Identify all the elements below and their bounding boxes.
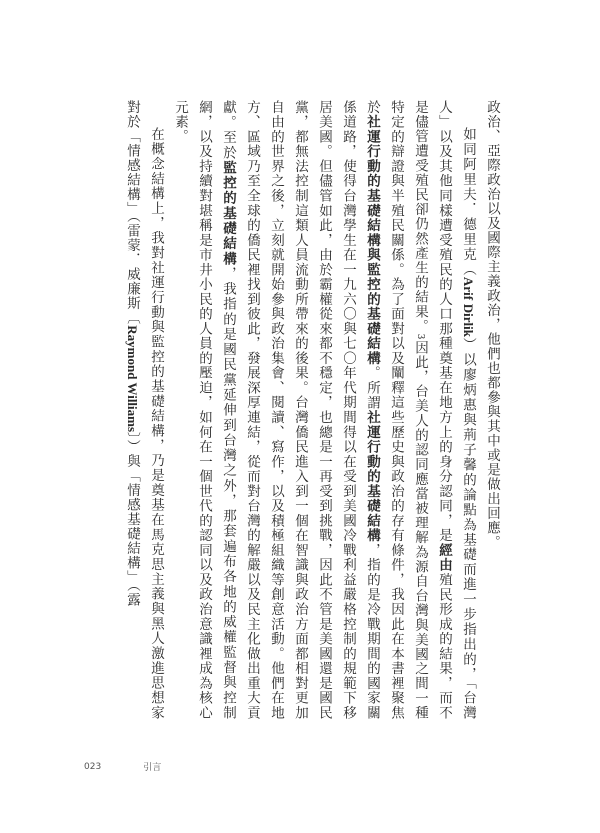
emphasis-term: 經由 bbox=[436, 543, 452, 573]
emphasis-term: 社運行動的基礎結構 bbox=[364, 410, 380, 544]
latin-name: Raymond Williams bbox=[125, 325, 140, 433]
emphasis-term: 社運行動的基礎結構與監控的基礎結構 bbox=[364, 114, 380, 366]
emphasis-term: 監控的基礎結構 bbox=[220, 160, 236, 267]
text-run: ）以廖炳惠與荊子馨的論點為基礎而進一步指出的，「台灣人」以及其他同樣遭受殖民的人口那種奠基在地方上的身分認同，是 bbox=[436, 100, 476, 721]
text-run: 政治、亞際政治以及國際主義政治，他們也都參與其中或是做出回應。 bbox=[484, 100, 500, 550]
latin-name: Arif Dirlik bbox=[461, 276, 476, 337]
section-title: 引言 bbox=[143, 763, 162, 773]
text-run: 如同阿里夫．德里克（ bbox=[460, 127, 476, 277]
paragraph bbox=[480, 100, 504, 720]
text-run: 因此，台美人的認同應當被理解為源自台灣與美國之間一種特定的辯證與半殖民關係。為了面對以及闡釋這些歷史與政治的存有條件，我因此在本書裡聚焦於 bbox=[364, 100, 428, 720]
text-run: 在概念結構上，我對社運行動與監控的基礎結構，乃是奠基在馬克思主義與黑人激進思想家對於「情感結構」（雷蒙．威廉斯〔 bbox=[124, 100, 164, 720]
text-run: ，指的是冷戰期間的國家關係道路，使得台灣學生在一九六〇與七〇年代期間得以在受到美國冷戰利益嚴格控制的規範下移居美國。但儘管如此，由於霸權從來都不穩定，也總是一再受到挑戰，因此不管是美國還是國民黨，都無法控制這類人員流動所帶來的後果。台灣僑民進入到一個在智識與政治方面都相對更加自由的世界之後，立刻就開始參與政治集會、閱讀、寫作，以及積極組織等創意活動。他們在地方、區域乃至全球的僑民裡找到彼此，發展深厚連結，從而對台灣的解嚴以及民主化做出重大貢獻。至於 bbox=[220, 100, 380, 721]
vertical-text-body bbox=[88, 100, 504, 720]
text-run: 。所謂 bbox=[364, 365, 380, 411]
paragraph bbox=[120, 100, 168, 720]
text-run: 〕）與「情感基礎結構」（露 bbox=[124, 432, 140, 608]
page-number: 023 bbox=[84, 761, 102, 772]
page-footer bbox=[84, 760, 161, 773]
paragraph bbox=[168, 100, 480, 720]
text-run: ，我指的是國民黨延伸到台灣之外，那套遍布各地的威權監督與控制網，以及持續對堪稱是市井小民的人員的壓迫，如何在一個世代的認同以及政治意識裡成為核心元素。 bbox=[172, 100, 236, 721]
text-run: 殖民形成的結果，而不是儘管遭受殖民卻仍然產生的結果。 bbox=[412, 100, 452, 721]
footnote-ref: 3 bbox=[415, 333, 425, 341]
